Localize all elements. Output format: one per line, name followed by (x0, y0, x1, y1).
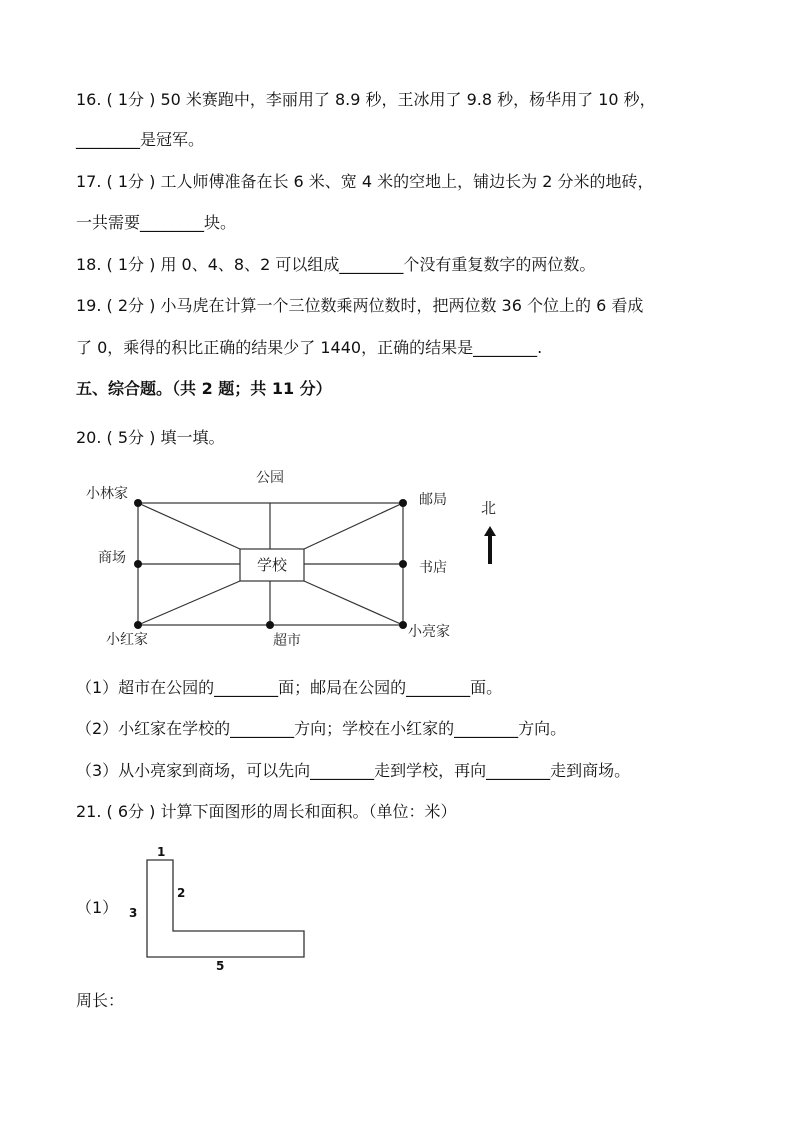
q21-sub1-label: （1） (76, 898, 119, 917)
school-label: 学校 (256, 556, 288, 574)
dim-left: 3 (129, 906, 138, 920)
place-xiaoliang-home: 小亮家 (408, 624, 450, 640)
dot-mid-right (399, 560, 407, 568)
dot-top-left (134, 499, 142, 507)
q20-sub3: （3）从小亮家到商场，可以先向________走到学校，再向________走到商场。 (76, 761, 631, 780)
place-post-office: 邮局 (419, 492, 447, 508)
place-xiaohong-home: 小红家 (106, 632, 148, 648)
dim-top: 1 (157, 845, 166, 859)
q20-sub1: （1）超市在公园的________面；邮局在公园的________面。 (76, 678, 503, 697)
dot-top-right (399, 499, 407, 507)
map-road-diag-bl (138, 581, 240, 625)
dim-inner: 2 (177, 886, 186, 900)
map-road-diag-tl (138, 503, 240, 549)
dim-bottom: 5 (216, 959, 225, 973)
map-road-diag-tr (304, 503, 403, 549)
dot-bottom-left (134, 621, 142, 629)
q19-line2: 了 0，乘得的积比正确的结果少了 1440，正确的结果是________. (76, 338, 543, 357)
map-diagram (0, 455, 794, 660)
dot-bottom-right (399, 621, 407, 629)
q17-line2: 一共需要________块。 (76, 213, 237, 232)
place-bookstore: 书店 (419, 560, 447, 576)
l-shape-figure (0, 840, 794, 975)
q19-line1: 19. ( 2分 ) 小马虎在计算一个三位数乘两位数时，把两位数 36 个位上的 6 看成 (76, 296, 644, 315)
l-shape (147, 860, 304, 957)
place-supermarket: 超市 (273, 633, 301, 649)
section-5-heading: 五、综合题。（共 2 题；共 11 分） (76, 379, 332, 398)
perimeter-label: 周长： (76, 991, 125, 1010)
q20-line1: 20. ( 5分 ) 填一填。 (76, 428, 225, 447)
q16-line2: ________是冠军。 (76, 130, 205, 149)
place-park: 公园 (256, 470, 284, 486)
q16-line1: 16. ( 1分 ) 50 米赛跑中，李丽用了 8.9 秒，王冰用了 9.8 秒，杨华用了 10 秒， (76, 90, 656, 109)
place-xiaolin-home: 小林家 (86, 486, 128, 502)
q21-line1: 21. ( 6分 ) 计算下面图形的周长和面积。（单位：米） (76, 802, 457, 821)
dot-mid-left (134, 560, 142, 568)
place-mall: 商场 (98, 550, 126, 566)
q20-sub2: （2）小红家在学校的________方向；学校在小红家的________方向。 (76, 719, 567, 738)
north-arrow-icon (484, 526, 496, 564)
north-label: 北 (481, 499, 497, 517)
q17-line1: 17. ( 1分 ) 工人师傅准备在长 6 米、宽 4 米的空地上，铺边长为 2 分米的地砖， (76, 172, 654, 191)
q18-line1: 18. ( 1分 ) 用 0、4、8、2 可以组成________个没有重复数字的两位数。 (76, 255, 596, 274)
map-road-diag-br (304, 581, 403, 625)
dot-bottom-center (266, 621, 274, 629)
